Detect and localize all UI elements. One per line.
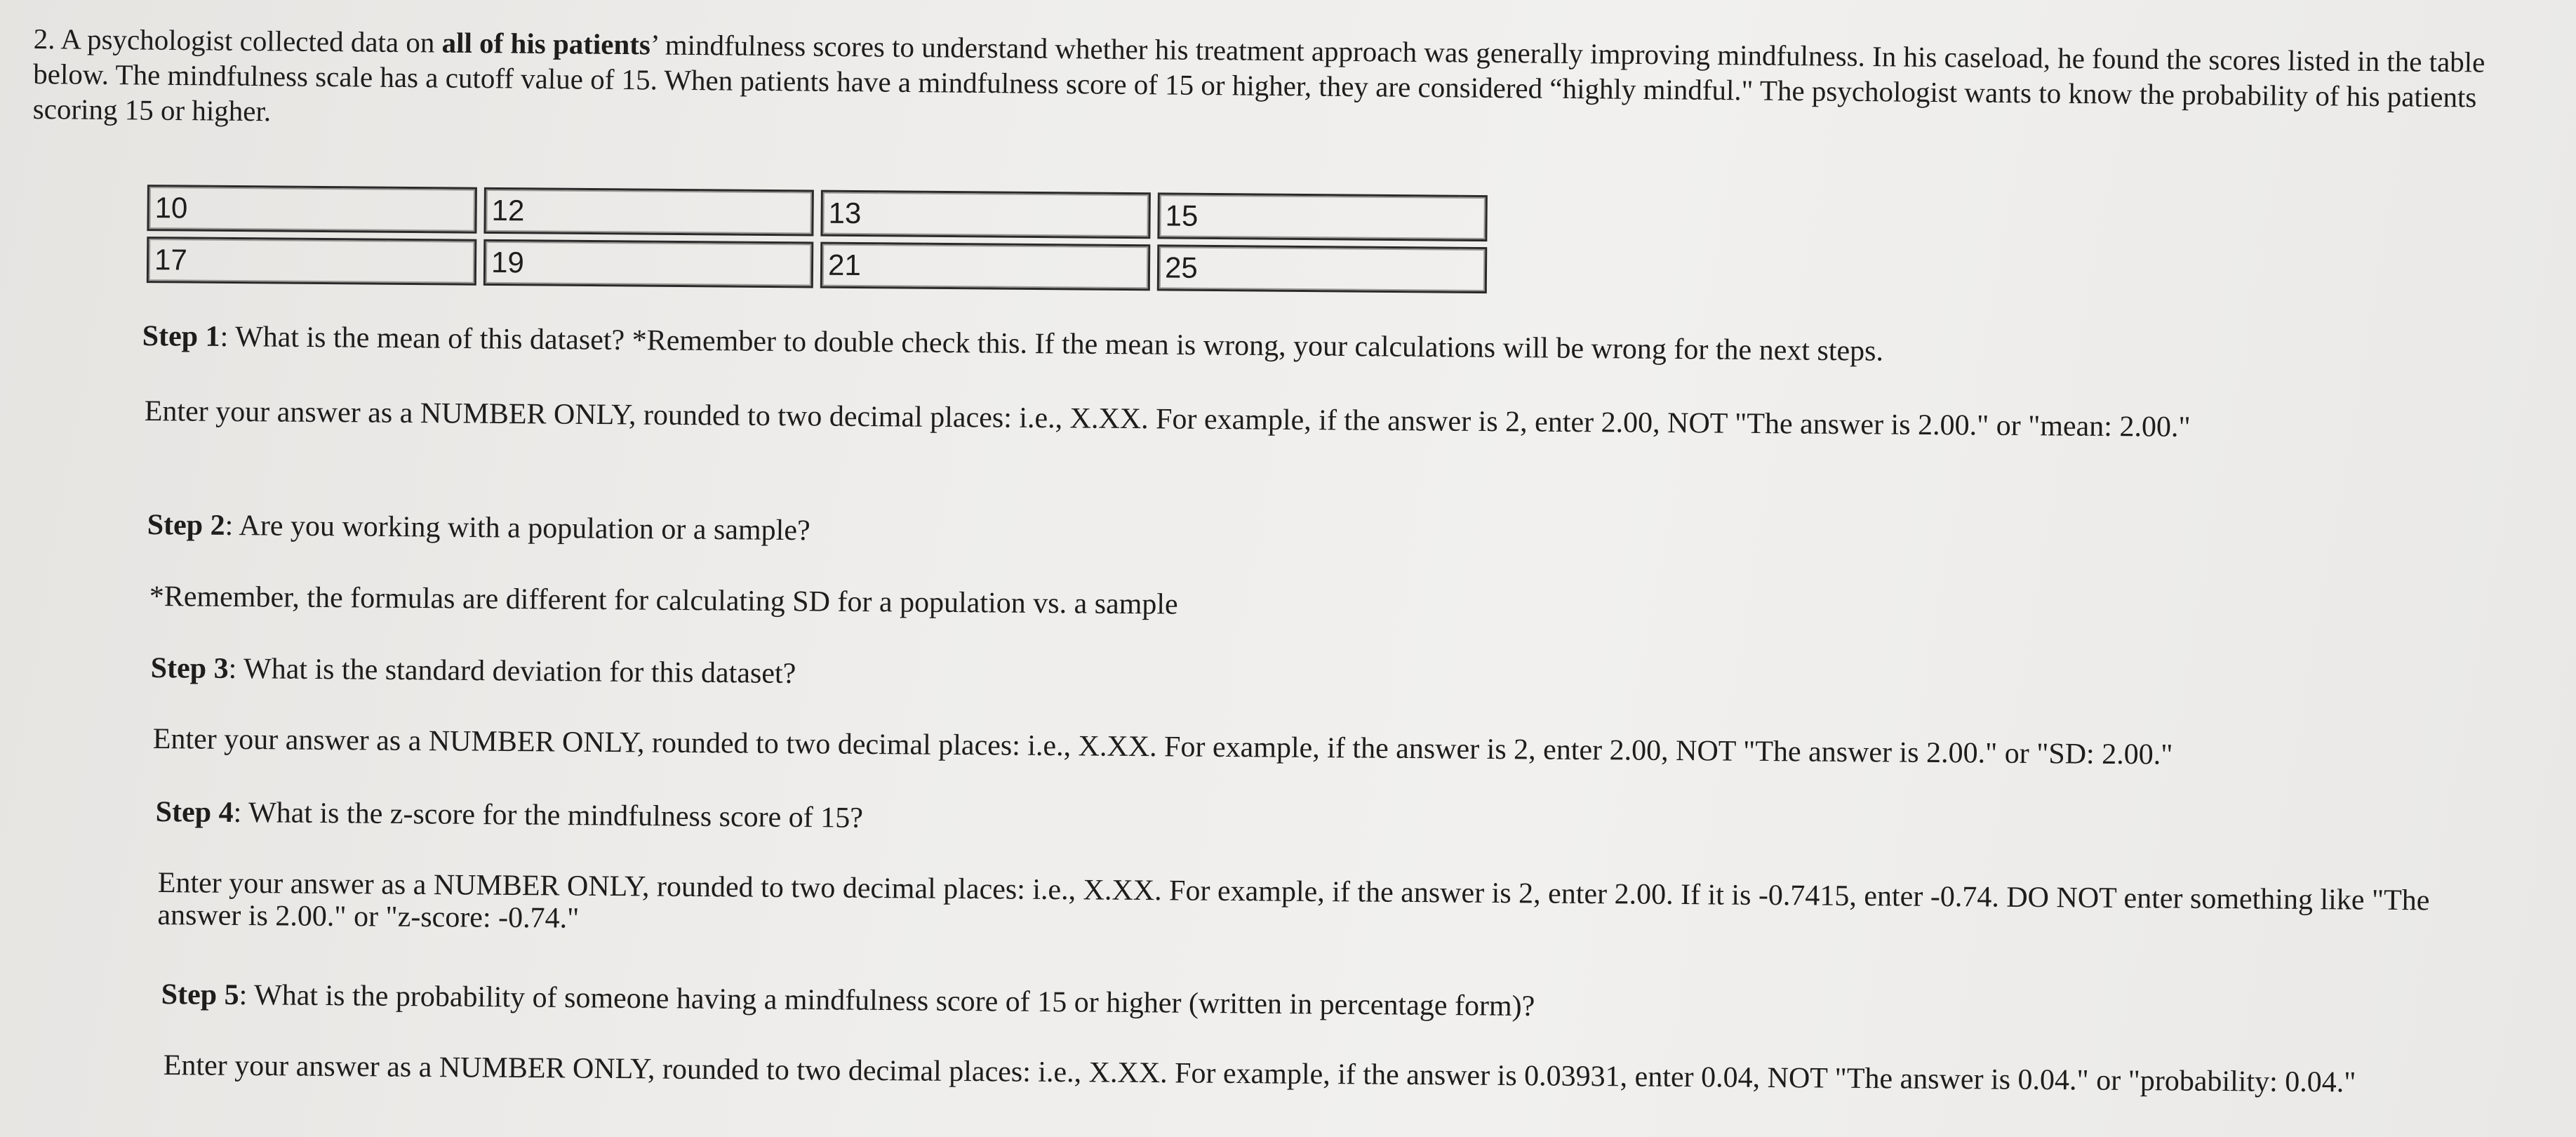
- step-3-question: [151, 651, 2509, 705]
- step-1-label: Step 1: [142, 319, 220, 353]
- step-2-note: *Remember, the formulas are different for calculating SD for a population vs. a sample: [149, 580, 1178, 621]
- step-3-note: Enter your answer as a NUMBER ONLY, rounded to two decimal places: i.e., X.XX. For example, if the answer is 2, enter 2.00, NOT "The answer is 2.00." or "SD: 2.00.": [152, 723, 2173, 771]
- table-cell: 10: [147, 185, 477, 234]
- question-text-end: ’ mindfulness scores to understand whether his treatment approach was generally improving mindfulness. In his caseload, he found the scores listed in the table below. The mindfulness scale has a cutoff value of 15. When patients have a mindfulness score of 15 or higher, they are considered “highly mindful." The psychologist wants to know the probability of his patients scoring 15 or higher.: [32, 28, 2485, 128]
- step-4-label: Step 4: [155, 796, 234, 829]
- table-cell: 17: [147, 237, 477, 286]
- question-text-bold: all of his patients: [441, 26, 651, 61]
- step-5-label: Step 5: [161, 978, 239, 1011]
- step-1-text: : What is the mean of this dataset? *Remember to double check this. If the mean is wrong, your calculations will be wrong for the next steps.: [220, 320, 1884, 368]
- step-3-text: : What is the standard deviation for this dataset?: [228, 652, 796, 691]
- table-cell: 25: [1157, 244, 1488, 293]
- table-row: [147, 237, 1487, 293]
- scores-table: [140, 179, 1495, 299]
- question-intro: [33, 21, 2546, 150]
- table-cell: 12: [483, 187, 814, 237]
- step-2-text: : Are you working with a population or a sample?: [225, 509, 810, 547]
- step-5-note: Enter your answer as a NUMBER ONLY, rounded to two decimal places: i.e., X.XX. For example, if the answer is 0.03931, enter 0.04, NOT "The answer is 0.04." or "probability: 0.04.": [163, 1049, 2356, 1099]
- step-2-label: Step 2: [147, 508, 225, 542]
- table-row: [147, 185, 1487, 241]
- table-cell: 19: [483, 239, 814, 288]
- step-1-note: Enter your answer as a NUMBER ONLY, rounded to two decimal places: i.e., X.XX. For example, if the answer is 2, enter 2.00, NOT "The answer is 2.00." or "mean: 2.00.": [144, 395, 2191, 444]
- step-2-question: [147, 508, 2505, 562]
- question-text-start: A psychologist collected data on: [60, 22, 442, 59]
- step-5-text: : What is the probability of someone having a mindfulness score of 15 or higher (written in percentage form)?: [239, 978, 1535, 1023]
- table-cell: 15: [1157, 192, 1488, 241]
- step-4-note: Enter your answer as a NUMBER ONLY, rounded to two decimal places: i.e., X.XX. For example, if the answer is 2, enter 2.00. If it is -0.7415, enter -0.74. DO NOT enter something like "The answer is 2.00." or "z-score: -0.74.": [157, 867, 2430, 935]
- step-4-question: [156, 795, 2514, 849]
- step-3-label: Step 3: [150, 651, 229, 685]
- table-cell: 21: [820, 242, 1151, 291]
- step-4-text: : What is the z-score for the mindfulness score of 15?: [233, 796, 864, 835]
- step-5-question: [161, 978, 2519, 1032]
- question-number: 2.: [33, 22, 55, 55]
- step-1-question: [142, 319, 2500, 373]
- table-cell: 13: [820, 190, 1151, 239]
